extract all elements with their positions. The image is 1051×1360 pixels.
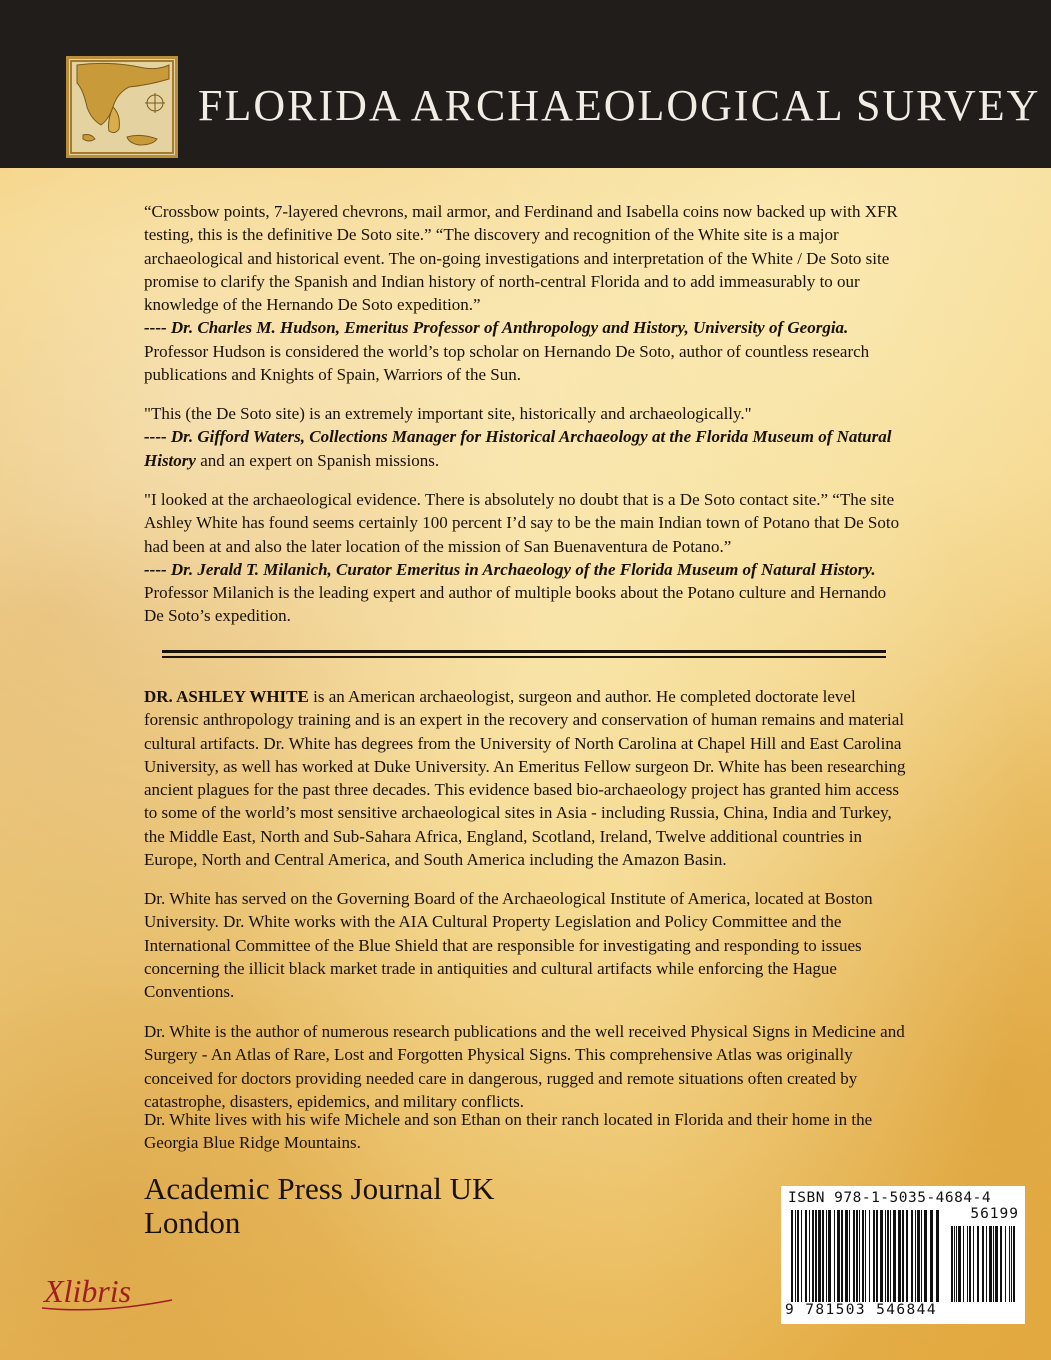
barcode-addon-bar (989, 1226, 992, 1302)
xlibris-logo-icon (40, 1270, 180, 1316)
barcode-bar (818, 1210, 821, 1302)
barcode-bar (795, 1210, 796, 1302)
barcode-bar (917, 1210, 920, 1302)
barcode-bar (822, 1210, 824, 1302)
barcode-addon-bar (986, 1226, 987, 1302)
quote-block-hudson (144, 200, 908, 386)
page-title: FLORIDA ARCHAEOLOGICAL SURVEY (198, 81, 1041, 130)
barcode-bar (906, 1210, 908, 1302)
bio-intro-text: is an American archaeologist, surgeon and author. He completed doctorate level forensic anthropology training and is an expert in the recovery and conservation of human remains and material cultural artifacts. Dr. White has degrees from the University of North Carolina at Chapel Hill and East Carolina University, as well has worked at Duke University. An Emeritus Fellow surgeon Dr. White has been researching ancient plagues for the past three decades. This evidence based bio-archaeology project has granted him access to some of the world’s most sensitive archaeological sites in Asia - including Russia, China, India and Turkey, the Middle East, North and Sub-Sahara Africa, England, Scotland, Ireland, Twelve additional countries in Europe, North and Central America, and South America including the Amazon Basin. (144, 687, 906, 870)
barcode-addon-bar (1000, 1226, 1002, 1302)
barcode-addon-bar (951, 1226, 953, 1302)
barcode-bar (797, 1210, 799, 1302)
quote-block-waters (144, 402, 908, 472)
quote-body: "This (the De Soto site) is an extremely important site, historically and archaeologically." (144, 404, 752, 423)
quote-attribution: ---- Dr. Jerald T. Milanich, Curator Emeritus in Archaeology of the Florida Museum of Natural History. (144, 559, 876, 579)
ean-number: 9 781503 546844 (785, 1302, 937, 1318)
barcode-addon-bar (1005, 1226, 1006, 1302)
barcode-bar (828, 1210, 831, 1302)
bio-paragraph: Dr. White is the author of numerous research publications and the well received Physical Signs in Medicine and Surgery - An Atlas of Rare, Lost and Forgotten Physical Signs. This comprehensive Atlas was originally conceived for doctors providing needed care in dangerous, rugged and remote situations often created by catastrophe, disasters, epidemics, and military conflicts. (144, 1022, 905, 1111)
barcode-bar (869, 1210, 870, 1302)
barcode-bar (859, 1210, 860, 1302)
quote-body: "I looked at the archaeological evidence. There is absolutely no doubt that is a De Soto contact site.” “The site Ashley White has found seems certainly 100 percent I’d say to be the main Indian town of Potano that De Soto had been at and also the later location of the mission of San Buenaventura de Potano.” (144, 490, 900, 556)
quote-note: Professor Milanich is the leading expert and author of multiple books about the Potano culture and Hernando De Soto’s expedition. (144, 583, 887, 626)
barcode-bar (885, 1210, 886, 1302)
barcode-bar (856, 1210, 858, 1302)
quote-text (144, 200, 908, 386)
barcode-bar (837, 1210, 840, 1302)
barcode-bar (893, 1210, 896, 1302)
publisher-block (144, 1172, 494, 1240)
header-band (0, 0, 1051, 168)
barcode-addon-bar (977, 1226, 979, 1302)
author-bio-board (144, 887, 908, 1003)
quote-note: and an expert on Spanish missions. (195, 450, 440, 470)
barcode-bar (902, 1210, 904, 1302)
barcode-addon-bar (1013, 1226, 1015, 1302)
barcode-bar (841, 1210, 843, 1302)
barcode-bar (853, 1210, 855, 1302)
author-name: DR. ASHLEY WHITE (144, 687, 309, 706)
barcode-bar (826, 1210, 827, 1302)
quote-attribution: ---- Dr. Charles M. Hudson, Emeritus Professor of Anthropology and History, University of Georgia. (144, 318, 849, 338)
quote-note: Professor Hudson is considered the world’s top scholar on Hernando De Soto, author of countless research publications and Knights of Spain, Warriors of the Sun. (144, 341, 870, 385)
publisher-name: Academic Press Journal UK (144, 1171, 495, 1206)
quote-attribution: ---- Dr. Gifford Waters, Collections Manager for Historical Archaeology at the Florida Museum of Natural History (144, 427, 892, 470)
barcode-bar (911, 1210, 913, 1302)
barcode-bar (890, 1210, 891, 1302)
barcode-bar (809, 1210, 810, 1302)
barcode-bar (849, 1210, 850, 1302)
quote-text (144, 488, 908, 628)
antique-map-thumbnail (66, 56, 178, 158)
bio-paragraph (144, 685, 908, 871)
barcode-bar (898, 1210, 901, 1302)
author-bio-intro (144, 685, 908, 871)
bio-paragraph: Dr. White lives with his wife Michele and son Ethan on their ranch located in Florida and their home in the Georgia Blue Ridge Mountains. (144, 1110, 873, 1153)
barcode-addon-bar (982, 1226, 984, 1302)
barcode-bar (812, 1210, 814, 1302)
logo-wordmark: Xlibris (44, 1273, 132, 1309)
barcode-addon-bar (956, 1226, 957, 1302)
barcode-bar (873, 1210, 875, 1302)
barcode-addon-bar (963, 1226, 964, 1302)
publisher-city: London (144, 1205, 241, 1240)
barcode-addon-bar (973, 1226, 974, 1302)
barcode-addon-bar (954, 1226, 955, 1302)
barcode-addon-bar (967, 1226, 968, 1302)
barcode-addon-bar (1009, 1226, 1010, 1302)
barcode-bar (915, 1210, 916, 1302)
barcode-bar (845, 1210, 848, 1302)
barcode-bar (924, 1210, 927, 1302)
barcode-addon-bar (993, 1226, 994, 1302)
barcode-bar (791, 1210, 793, 1302)
barcode-bar (805, 1210, 807, 1302)
barcode-bar (834, 1210, 835, 1302)
barcode-addon-bar (969, 1226, 971, 1302)
barcode-bar (801, 1210, 802, 1302)
barcode-addon-bar (1011, 1226, 1012, 1302)
quote-body: “Crossbow points, 7-layered chevrons, mail armor, and Ferdinand and Isabella coins now backed up with XFR testing, this is the definitive De Soto site.” “The discovery and recognition of the White site is a major archaeological and historical event. The on-going investigations and interpretation of the White / De Soto site promise to clarify the Spanish and Indian history of north-central Florida and to add immeasurably to our knowledge of the Hernando De Soto expedition.” (144, 202, 898, 315)
barcode-bar (815, 1210, 817, 1302)
barcode-bar (936, 1210, 939, 1302)
section-divider (162, 650, 886, 658)
barcode-bar (876, 1210, 878, 1302)
barcode-bar (865, 1210, 866, 1302)
author-bio-publications (144, 1020, 908, 1113)
map-icon (69, 59, 175, 155)
xlibris-logo (40, 1270, 180, 1316)
price-code: 56199 (970, 1206, 1019, 1222)
isbn-barcode (781, 1186, 1025, 1324)
bio-paragraph: Dr. White has served on the Governing Board of the Archaeological Institute of America, located at Boston University. Dr. White works with the AIA Cultural Property Legislation and Policy Committee and the International Committee of the Blue Shield that are responsible for investigating and responding to issues concerning the illicit black market trade in antiquities and cultural artifacts while enforcing the Hague Conventions. (144, 889, 873, 1002)
barcode-bar (862, 1210, 864, 1302)
barcode-addon-bar (995, 1226, 998, 1302)
barcode-bar (921, 1210, 922, 1302)
barcode-bar (887, 1210, 889, 1302)
quote-block-milanich (144, 488, 908, 628)
barcode-addon-bar (958, 1226, 961, 1302)
barcode-bar (880, 1210, 883, 1302)
barcode-bar (930, 1210, 933, 1302)
author-bio-family (144, 1108, 908, 1155)
isbn-label: ISBN 978-1-5035-4684-4 (788, 1190, 992, 1206)
quote-text (144, 402, 908, 472)
